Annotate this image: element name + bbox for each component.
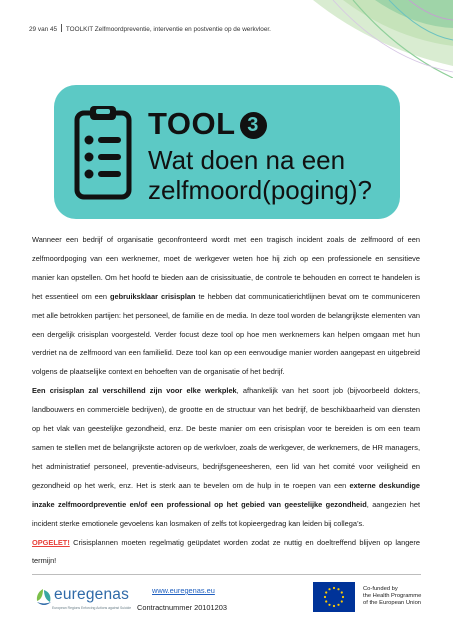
body-text [32, 231, 420, 571]
document-title: TOOLKIT Zelfmoordpreventie, interventie en postventie op de werkvloer. [65, 26, 271, 33]
page-header [29, 24, 271, 33]
emphasis-expert: externe deskundige inzake zelfmoordpreventie en/of een professional op het gebied van geestelijke gezondheid [32, 480, 420, 509]
eu-star [328, 588, 330, 590]
warning-label: OPGELET! [32, 537, 70, 547]
emphasis-workplace: Een crisisplan zal verschillend zijn voor elke werkplek [32, 386, 237, 396]
header-decoration [313, 0, 453, 78]
paragraph-intro: Wanneer een bedrijf of organisatie geconfronteerd wordt met een tragisch incident zoals de zelfmoord of een zelfmoordpoging van een werknemer, moet de werkgever weten hoe hij zich op een professionele en sensitieve manier kan opstellen. Om het hoofd te bieden aan de crisissituatie, de controle te behouden en correct te handelen is het essentieel om een gebruiksklaar crisisplan te hebben dat communicatierichtlijnen bevat om te communiceren met alle betrokken partijen: het personeel, de familie en de media. In deze tool worden de belangrijkste elementen van een dergelijk crisisplan voorgesteld. Verder focust deze tool op hoe men werknemers kan helpen omgaan met hun verdriet na de zelfmoord van een familielid. Deze tool kan op een eenvoudige manier worden aangepast en uitgebreid volgens de plaatselijke context en behoeften van de organisatie of het bedrijf. [32, 235, 420, 377]
page-number: 29 van 45 [29, 26, 58, 33]
eu-star [325, 591, 327, 593]
eu-star [325, 600, 327, 602]
tool-banner [54, 85, 400, 219]
eu-star [337, 604, 339, 606]
eu-flag-icon [313, 582, 355, 612]
eu-star [337, 588, 339, 590]
footer-divider [32, 574, 421, 575]
paragraph-warning: OPGELET! Crisisplannen moeten regelmatig geüpdatet worden zodat ze nuttig en doeltreffend blijven op langere termijn! [32, 537, 420, 566]
tool-number-badge: 3 [240, 112, 267, 139]
eu-star [342, 596, 344, 598]
contract-number: Contractnummer 20101203 [137, 603, 227, 612]
eu-funding-note: Co-funded by the Health Programme of the European Union [363, 586, 422, 607]
eu-star [341, 591, 343, 593]
header-divider [61, 24, 62, 32]
website-link[interactable]: www.euregenas.eu [152, 586, 215, 595]
eu-star [341, 600, 343, 602]
tool-heading [148, 107, 267, 141]
euregenas-logo [32, 586, 132, 620]
tool-title: Wat doen na een zelfmoord(poging)? [148, 145, 373, 205]
eu-star [324, 596, 326, 598]
eu-star [328, 604, 330, 606]
emphasis-crisisplan: gebruiksklaar crisisplan [109, 291, 196, 301]
eu-star [333, 605, 335, 607]
logo-tagline: European Regions Enforcing Actions against Suicide [52, 606, 132, 610]
tool-label: TOOL [148, 106, 236, 141]
logo-wordmark: euregenas [54, 586, 130, 603]
clipboard-checklist-icon [74, 104, 132, 200]
eu-star [333, 587, 335, 589]
paragraph-crisisplan: Een crisisplan zal verschillend zijn voor elke werkplek, afhankelijk van het soort job (bijvoorbeeld dokters, landbouwers en commerciële bedrijven), de grootte en de structuur van het bedrijf, de beschikbaarheid van diensten op het vlak van geestelijke gezondheid, enz. De beste manier om een crisisplan voor te bereiden is om een team samen te stellen met de belangrijkste actoren op de werkvloer, zoals de werkgever, de werknemers, de HR managers, het administratief personeel, preventie-adviseurs, bedrijfsgeneesheren, een lid van het comité voor veiligheid en gezondheid op het werk, enz. Het is sterk aan te bevelen om de hulp in te roepen van een externe deskundige inzake zelfmoordpreventie en/of een professional op het gebied van geestelijke gezondheid, aangezien het incident sterke emotionele gevoelens kan losmaken of zelfs tot kopieergedrag kan leiden bij collega’s. [32, 386, 420, 528]
